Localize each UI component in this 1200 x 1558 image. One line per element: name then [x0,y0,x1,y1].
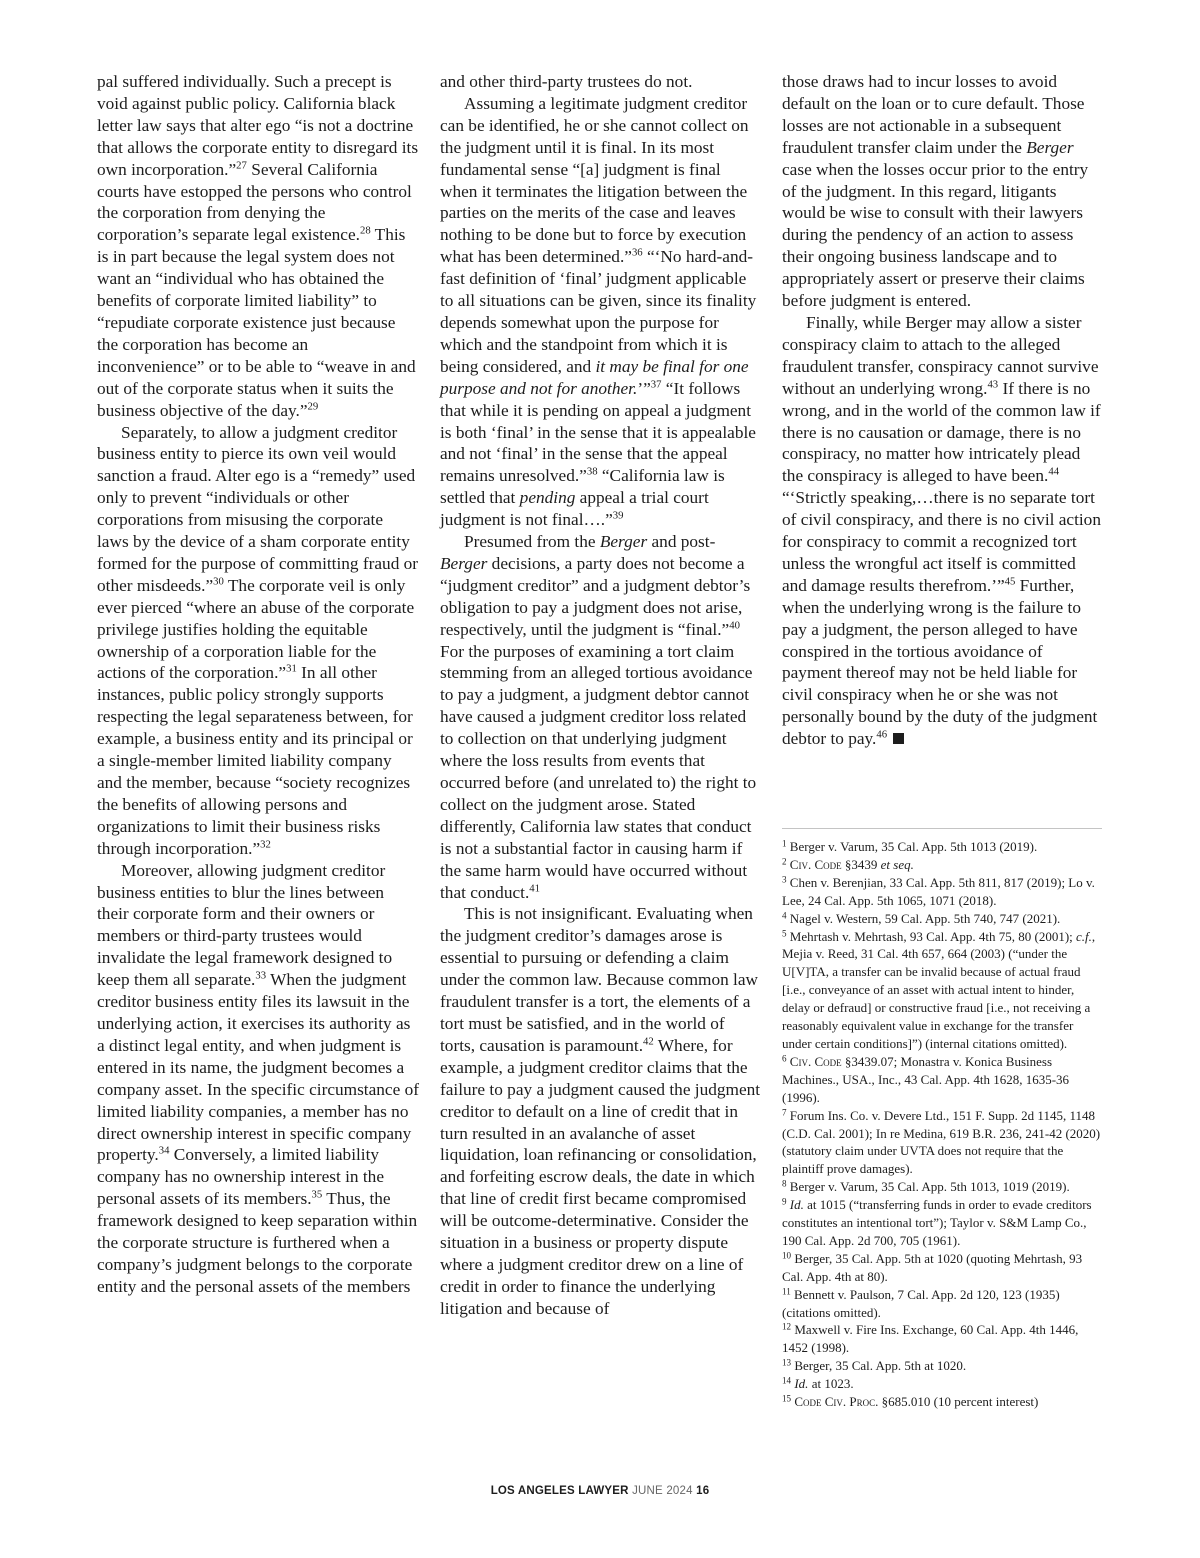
text-run: Berger v. Varum, 35 Cal. App. 5th 1013 (2019). [789,839,1038,854]
body-paragraph [440,71,762,93]
footnote-reference: 34 [158,1144,170,1157]
text-run: Where, for example, a judgment creditor claims that the failure to pay a judgment caused the judgment creditor to default on a line of credit that in turn resulted in an avalanche of asset liquidation, loan refinancing or consolidation, and forfeiting escrow deals, the date in which that line of credit first became compromised will be outcome-determinative. Consider the situation in a business or property dispute where a judgment creditor drew on a line of credit in order to finance the underlying litigation and because of [440,1035,761,1318]
footnote [782,1393,1104,1411]
footnote-reference: 37 [650,378,662,391]
text-run: For the purposes of examining a tort claim stemming from an alleged tortious avoidance to pay a judgment, a judgment debtor cannot have caused a judgment creditor loss related to collection on that underlying judgment where the loss results from events that occurred before (and unrelated to) the right to collect on the judgment arose. Stated differently, California law states that conduct is not a substantial factor in causing harm if the same harm would have occurred without that conduct. [440,641,757,902]
footnote [782,1286,1104,1322]
text-run: Forum Ins. Co. v. Devere Ltd., 151 F. Supp. 2d 1145, 1148 (C.D. Cal. 2001); In re Medina, 619 B.R. 236, 241-42 (2020) (statutory claim under UVTA does not require that the plaintiff prove damages). [782,1107,1101,1177]
footer-publication: LOS ANGELES LAWYER [490,1485,629,1497]
footnote-reference: 33 [255,969,267,982]
footnotes [782,838,1104,1411]
footnote [782,838,1104,856]
text-run: Berger v. Varum, 35 Cal. App. 5th 1013, 1019 (2019). [789,1179,1070,1195]
text-run: appeal a trial court judgment is not final….” [440,488,709,530]
italic-text: it may be final for one purpose and not for another. [440,356,749,398]
footnote-number: 4 [782,910,787,921]
text-run: Maxwell v. Fire Ins. Exchange, 60 Cal. App. 4th 1446, 1452 (1998). [782,1322,1079,1356]
body-paragraph [440,93,762,531]
footnote-number: 3 [782,874,787,885]
footnote-number: 12 [782,1321,792,1332]
footnote [782,928,1104,1053]
footnote-reference: 39 [612,509,624,522]
text-run: §3439 [841,856,881,872]
footnote-reference: 28 [359,224,371,237]
text-run: “It follows that while it is pending on appeal a judgment is both ‘final’ in the sense that it is appealable and not ‘final’ in the sense that the appeal remains unresolved.” [440,378,756,486]
footnote-divider [782,828,1102,829]
footnote-number: 10 [782,1250,792,1261]
text-run: Chen v. Berenjian, 33 Cal. App. 5th 811, 817 (2019); Lo v. Lee, 24 Cal. App. 5th 1065, 1071 (2018). [782,874,1095,908]
page-footer [0,1485,1200,1497]
footnote [782,910,1104,928]
body-paragraph [440,903,762,1319]
text-run: Separately, to allow a judgment creditor business entity to pierce its own veil would sanction a fraud. Alter ego is a “remedy” used only to prevent “individuals or other corporations from misusing the corporate laws by the device of a sham corporate entity formed for the purpose of committing fraud or other misdeeds.” [97,422,419,595]
text-run: Nagel v. Western, 59 Cal. App. 5th 740, 747 (2021). [789,910,1061,926]
footnote-number: 14 [782,1375,792,1386]
footnote-reference: 35 [311,1188,323,1201]
footnote-number: 7 [782,1107,787,1118]
footnote-number: 9 [782,1196,787,1207]
text-run: “‘Strictly speaking,…there is no separate tort of civil conspiracy, and there is no civil action for conspiracy to commit a recognized tort unless the wrongful act itself is committed and damage results therefrom.’” [782,488,1101,595]
text-run: Berger, 35 Cal. App. 5th at 1020. [794,1358,967,1374]
footnote-number: 6 [782,1053,787,1064]
text-run: case when the losses occur prior to the entry of the judgment. In this regard, litigants would be wise to consult with their lawyers during the pendency of an action to assess their ongoing business landscape and to appropriately assert or preserve their claims before judgment is entered. [782,159,1089,311]
text-run: If there is no wrong, and in the world of the common law if there is no causation or damage, there is no conspiracy, no matter how intricately plead the conspiracy is alleged to have been. [782,378,1101,486]
footnote-number: 1 [782,838,787,849]
footnote-reference: 46 [876,728,888,741]
footnote-reference: 36 [631,246,643,259]
text-run: Bennett v. Paulson, 7 Cal. App. 2d 120, 123 (1935) (citations omitted). [782,1286,1060,1320]
text-run: , Mejia v. Reed, 31 Cal. 4th 657, 664 (2003) (“under the U[V]TA, a transfer can be invalid because of actual fraud [i.e., conveyance of an asset with actual intent to hinder, delay or defraud] or constructive fraud [i.e., not receiving a reasonably equivalent value in exchange for the transfer under certain conditions]”) (internal citations omitted). [782,928,1096,1051]
body-paragraph [97,860,419,1298]
footnote-reference: 44 [1048,465,1060,478]
body-paragraph [440,531,762,903]
italic-text: Berger [440,553,488,573]
text-run: “California law is settled that [440,466,725,508]
body-column-2 [440,71,762,1320]
footnote-reference: 43 [987,378,999,391]
text-run: Finally, while Berger may allow a sister conspiracy claim to attach to the alleged fraudulent transfer, conspiracy cannot survive without an underlying wrong. [782,312,1099,398]
small-caps-text: Civ. Code [789,856,842,872]
body-column-3 [782,71,1104,750]
footnote-reference: 32 [260,838,271,851]
footnote-reference: 38 [586,465,598,478]
text-run: decisions, a party does not become a “judgment creditor” and a judgment debtor’s obligation to pay a judgment does not arise, respectively, until the judgment is “final.” [440,553,751,639]
footnote-number: 15 [782,1393,792,1404]
footer-issue: JUNE 2024 [632,1485,693,1497]
body-paragraph [782,312,1104,750]
text-run: Berger, 35 Cal. App. 5th at 1020 (quoting Mehrtash, 93 Cal. App. 4th at 80). [782,1250,1083,1284]
text-run: those draws had to incur losses to avoid default on the loan or to cure default. Those losses are not actionable in a subsequent fraudulent transfer claim under the [782,72,1085,157]
footnote [782,1178,1104,1196]
text-run: Several California courts have estopped the persons who control the corporation from denying the corporation’s separate legal existence. [97,159,412,245]
footnote-reference: 45 [1004,575,1016,588]
text-run: When the judgment creditor business entity files its lawsuit in the underlying action, it exercises its authority as a distinct legal entity, and when judgment is entered in its name, the judgment becomes a company asset. In the specific circumstance of limited liability companies, a member has no direct ownership interest in specific company property. [97,970,419,1165]
text-run: §685.010 (10 percent interest) [878,1394,1039,1410]
text-run: Conversely, a limited liability company has no ownership interest in the personal assets of its members. [97,1145,384,1209]
footnote-reference: 41 [529,881,540,894]
text-run: Assuming a legitimate judgment creditor can be identified, he or she cannot collect on the judgment until it is final. In its most fundamental sense “[a] judgment is final when it terminates the litigation between the parties on the merits of the case and leaves nothing to be done but to force by execution what has been determined.” [440,93,749,267]
text-run: Presumed from the [464,532,600,552]
footnote-reference: 31 [286,662,297,675]
italic-text: Berger [599,532,648,552]
italic-text: Berger [1026,137,1074,157]
footnote-number: 2 [782,856,787,867]
footnote [782,1196,1104,1250]
text-run: Moreover, allowing judgment creditor business entities to blur the lines between their corporate form and their owners or members or third-party trustees would invalidate the legal framework designed to keep them all separate. [97,860,393,990]
footnote [782,1375,1104,1393]
footnote [782,1250,1104,1286]
footnote-number: 11 [782,1286,791,1297]
footnote [782,1357,1104,1375]
small-caps-text: Code Civ. Proc. [794,1394,879,1410]
footnote-number: 13 [782,1357,792,1368]
italic-text: Id. [794,1376,809,1392]
end-of-article-mark [893,733,904,744]
footnote-reference: 30 [213,575,224,588]
body-column-1 [97,71,419,1298]
text-run: Thus, the framework designed to keep separation within the corporate structure is furthered when a company’s judgment belongs to the corporate entity and the personal assets of the members [97,1189,418,1296]
footnote-number: 5 [782,927,787,938]
italic-text: pending [519,488,576,508]
text-run: The corporate veil is only ever pierced “where an abuse of the corporate privilege justifies holding the equitable ownership of a corporation liable for the actions of the corporation.” [97,575,415,683]
body-paragraph [97,71,419,422]
text-run: This is not insignificant. Evaluating when the judgment creditor’s damages arose is essential to pursuing or defending a claim under the common law. Because common law fraudulent transfer is a tort, the elements of a tort must be satisfied, and in the world of torts, causation is paramount. [440,904,759,1055]
text-run: Mehrtash v. Mehrtash, 93 Cal. App. 4th 75, 80 (2001); [789,928,1077,944]
text-run: “‘No hard-and-fast definition of ‘final’ judgment applicable to all situations can be given, since its finality depends somewhat upon the purpose for which and the standpoint from which it is being considered, and [440,247,757,376]
footnote-number: 8 [782,1178,787,1189]
body-paragraph [97,422,419,860]
text-run: ’” [637,378,651,398]
footnote-reference: 27 [236,158,247,171]
text-run: and post- [647,532,716,552]
footnote [782,1321,1104,1357]
footnote-reference: 42 [643,1035,654,1048]
body-paragraph [782,71,1104,312]
text-run: §3439.07; Monastra v. Konica Business Machines., USA., Inc., 43 Cal. App. 4th 1628, 1635-36 (1996). [782,1053,1070,1105]
text-run: Further, when the underlying wrong is the failure to pay a judgment, the person alleged to have conspired in the tortious avoidance of payment thereof may not be held liable for civil conspiracy when he or she was not personally bound by the duty of the judgment debtor to pay. [782,575,1098,749]
footnote [782,1053,1104,1107]
text-run: pal suffered individually. Such a precept is void against public policy. California black letter law says that alter ego “is not a doctrine that allows the corporate entity to disregard its own incorporation.” [97,72,419,179]
text-run: This is in part because the legal system does not want an “individual who has obtained the benefits of corporate limited liability” to “repudiate corporate existence just because the corporation has become an inconvenience” or to be able to “weave in and out of the corporate status when it suits the business objective of the day.” [97,225,416,420]
footer-page-number: 16 [696,1485,710,1497]
footnote [782,874,1104,910]
footnote-reference: 29 [307,399,319,412]
footnote [782,1107,1104,1179]
small-caps-text: Civ. Code [789,1053,842,1069]
text-run: In all other instances, public policy strongly supports respecting the legal separateness between, for example, a business entity and its principal or a single-member limited liability company and the member, because “society recognizes the benefits of allowing persons and organizations to limit their business risks through incorporation.” [97,663,413,858]
text-run: at 1015 (“transferring funds in order to evade creditors constitutes an intentional tort”); Taylor v. S&M Lamp Co., 190 Cal. App. 2d 700, 705 (1961). [782,1197,1092,1248]
footnote-reference: 40 [729,619,740,632]
italic-text: et seq. [880,856,914,872]
italic-text: c.f. [1076,928,1092,944]
italic-text: Id. [789,1197,804,1213]
footnote [782,856,1104,874]
text-run: at 1023. [808,1376,854,1392]
text-run: and other third-party trustees do not. [440,72,693,91]
